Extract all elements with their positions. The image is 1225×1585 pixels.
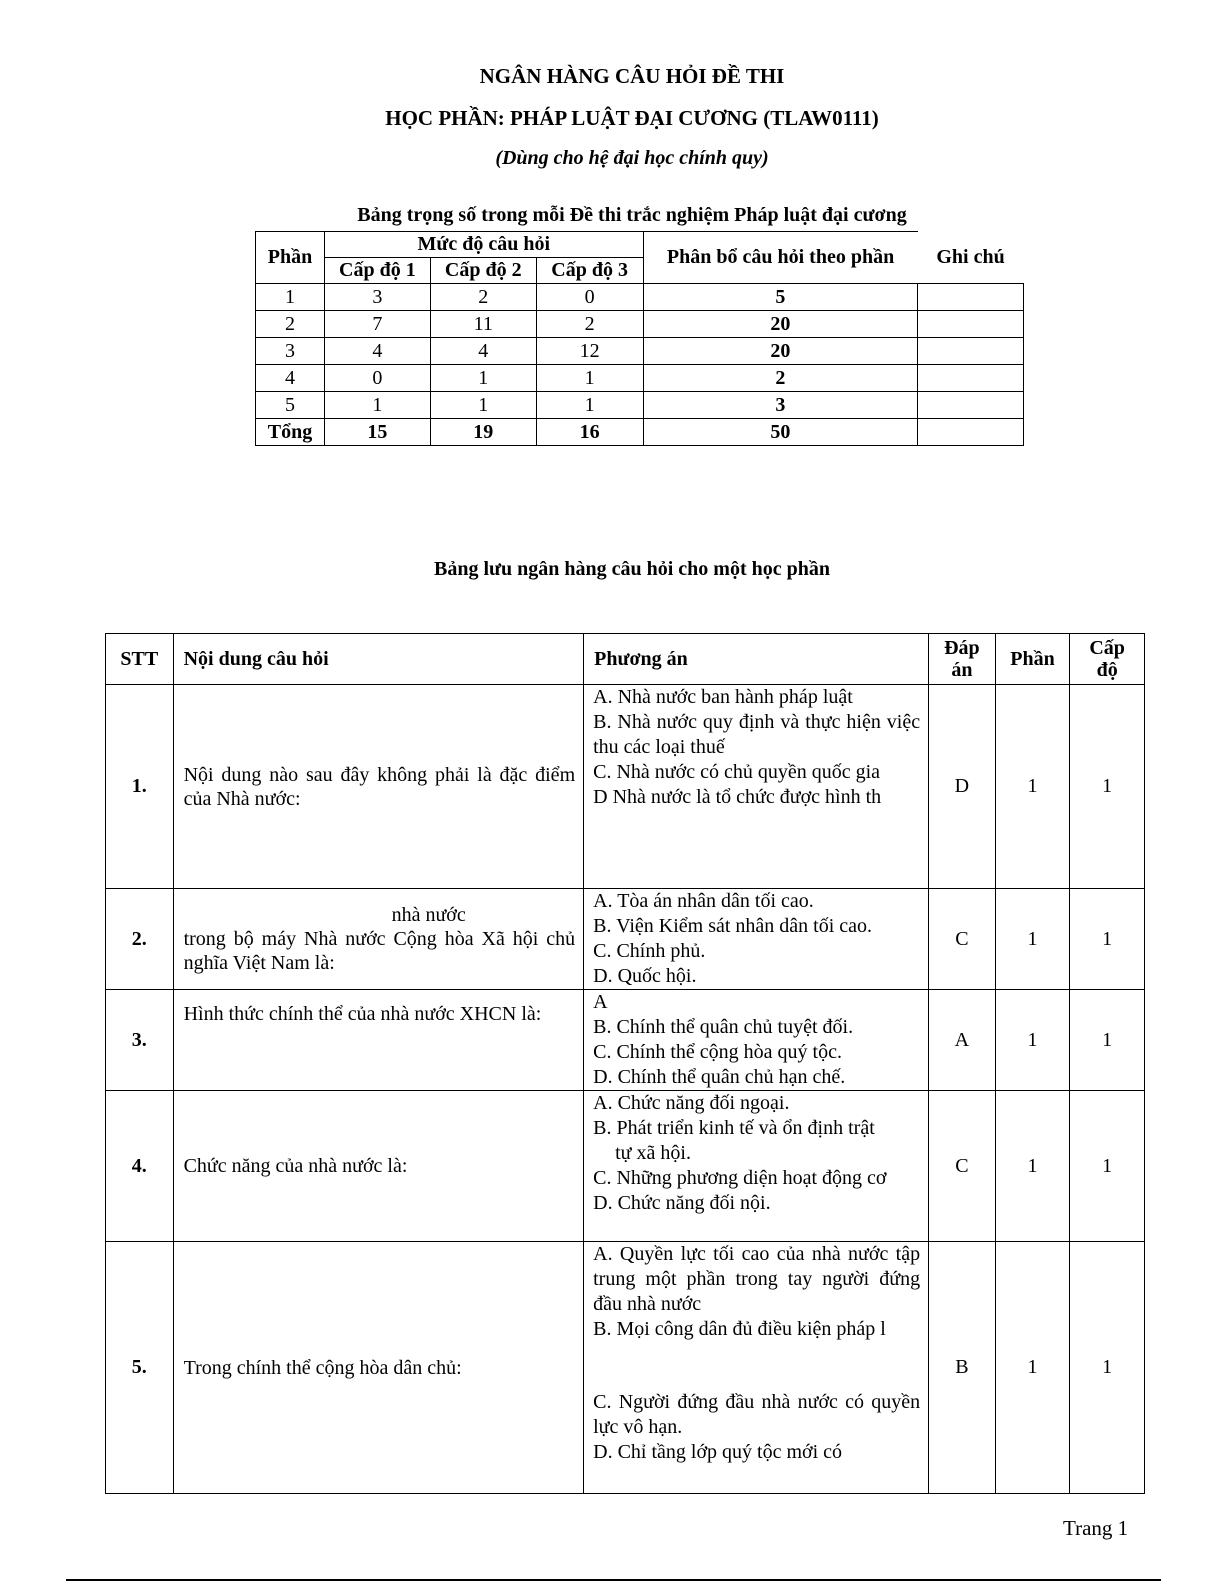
answer-cell: A: [929, 990, 996, 1091]
cell-note: [918, 338, 1024, 365]
header-part: Phần: [256, 232, 325, 284]
question-options: [584, 889, 929, 990]
cell-note: [918, 365, 1024, 392]
question-number: 1.: [106, 685, 174, 889]
cell-total: 5: [643, 284, 918, 311]
option-d: D. Chính thể quân chủ hạn chế.: [593, 1066, 846, 1088]
program-note: (Dùng cho hệ đại học chính quy): [495, 147, 769, 169]
header-level-line1: Cấp: [1089, 637, 1125, 659]
cell-note: [918, 419, 1024, 446]
part-cell: 1: [995, 889, 1070, 990]
cell-total-label: Tổng: [256, 419, 325, 446]
question-text-line2: trong bộ máy Nhà nước Cộng hòa Xã hội chủ nghĩa Việt Nam là:: [183, 928, 576, 974]
option-b: B. Mọi công dân đủ điều kiện pháp l: [593, 1318, 886, 1340]
part-cell: 1: [995, 1242, 1070, 1494]
header-answer-line2: án: [951, 659, 973, 681]
option-c: C. Chính phủ.: [593, 940, 706, 962]
weight-total-row: [256, 419, 1024, 446]
question-number: 2.: [106, 889, 174, 990]
option-c: C. Nhà nước có chủ quyền quốc gia: [593, 761, 881, 783]
option-a: A. Quyền lực tối cao của nhà nước tập trung một phần trong tay người đứng đầu nhà nước: [593, 1243, 921, 1315]
cell-note: [918, 311, 1024, 338]
question-options: [584, 1242, 929, 1494]
cell-part: 2: [256, 311, 325, 338]
question-text: Trong chính thể cộng hòa dân chủ:: [173, 1242, 584, 1494]
option-b-continued: tự xã hội.: [615, 1142, 691, 1164]
part-cell: 1: [995, 990, 1070, 1091]
cell-total: 20: [643, 311, 918, 338]
answer-cell: C: [929, 889, 996, 990]
question-number: 5.: [106, 1242, 174, 1494]
cell-level1: 3: [324, 284, 430, 311]
cell-level2: 1: [430, 392, 536, 419]
option-d: D. Chỉ tầng lớp quý tộc mới có: [593, 1441, 843, 1463]
cell-grand-total: 50: [643, 419, 918, 446]
answer-cell: C: [929, 1091, 996, 1242]
question-options: [584, 990, 929, 1091]
course-title: HỌC PHẦN: PHÁP LUẬT ĐẠI CƯƠNG (TLAW0111): [385, 106, 879, 130]
cell-total: 3: [643, 392, 918, 419]
header-answer: [929, 634, 996, 685]
level-cell: 1: [1070, 1091, 1145, 1242]
cell-level3: 1: [536, 392, 643, 419]
cell-level2: 1: [430, 365, 536, 392]
question-text-line1: nhà nước: [391, 904, 466, 926]
question-row: [106, 1091, 1145, 1242]
cell-level1: 1: [324, 392, 430, 419]
question-text: [173, 889, 584, 990]
option-d: D. Quốc hội.: [593, 965, 697, 987]
weight-row: [256, 284, 1024, 311]
header-level2: Cấp độ 2: [430, 258, 536, 284]
weight-row: [256, 365, 1024, 392]
question-options: [584, 685, 929, 889]
cell-note: [918, 392, 1024, 419]
option-b: B. Nhà nước quy định và thực hiện việc thu các loại thuế: [593, 711, 921, 758]
option-a: A. Nhà nước ban hành pháp luật: [593, 686, 853, 708]
question-text: Nội dung nào sau đây không phải là đặc điểm của Nhà nước:: [173, 685, 584, 889]
cell-level1: 7: [324, 311, 430, 338]
cell-part: 3: [256, 338, 325, 365]
option-a: A: [593, 991, 608, 1013]
cell-level3: 0: [536, 284, 643, 311]
spacer: [593, 1342, 920, 1390]
cell-level1: 0: [324, 365, 430, 392]
option-b: B. Phát triển kinh tế và ổn định trật: [593, 1117, 875, 1139]
cell-part: 5: [256, 392, 325, 419]
question-text: Chức năng của nhà nước là:: [173, 1091, 584, 1242]
question-row: [106, 1242, 1145, 1494]
answer-cell: D: [929, 685, 996, 889]
header-distribution: Phân bổ câu hỏi theo phần: [643, 232, 918, 284]
header-answer-line1: Đáp: [944, 637, 980, 659]
cell-total-level1: 15: [324, 419, 430, 446]
cell-total-level3: 16: [536, 419, 643, 446]
cell-level3: 12: [536, 338, 643, 365]
option-d: D Nhà nước là tổ chức được hình th: [593, 786, 882, 808]
cell-total: 2: [643, 365, 918, 392]
weight-row: [256, 392, 1024, 419]
cell-level2: 2: [430, 284, 536, 311]
header-options: Phương án: [584, 634, 929, 685]
footer-divider: [66, 1579, 1161, 1581]
option-c: C. Những phương diện hoạt động cơ: [593, 1167, 887, 1189]
question-row: [106, 990, 1145, 1091]
level-cell: 1: [1070, 990, 1145, 1091]
question-number: 3.: [106, 990, 174, 1091]
option-b: B. Viện Kiểm sát nhân dân tối cao.: [593, 915, 873, 937]
question-bank-table: [105, 633, 1145, 1494]
document-title: NGÂN HÀNG CÂU HỎI ĐỀ THI: [479, 64, 785, 88]
question-row: [106, 889, 1145, 990]
cell-level1: 4: [324, 338, 430, 365]
header-level-line2: độ: [1096, 659, 1118, 681]
level-cell: 1: [1070, 1242, 1145, 1494]
option-a: A. Chức năng đối ngoại.: [593, 1092, 790, 1114]
weight-row: [256, 311, 1024, 338]
option-c: C. Người đứng đầu nhà nước có quyền lực vô hạn.: [593, 1391, 921, 1438]
answer-cell: B: [929, 1242, 996, 1494]
cell-part: 4: [256, 365, 325, 392]
option-c: C. Chính thể cộng hòa quý tộc.: [593, 1041, 842, 1063]
level-cell: 1: [1070, 685, 1145, 889]
cell-total-level2: 19: [430, 419, 536, 446]
header-level1: Cấp độ 1: [324, 258, 430, 284]
header-note: Ghi chú: [918, 232, 1024, 284]
cell-level2: 4: [430, 338, 536, 365]
header-stt: STT: [106, 634, 174, 685]
cell-total: 20: [643, 338, 918, 365]
part-cell: 1: [995, 685, 1070, 889]
option-b: B. Chính thể quân chủ tuyệt đối.: [593, 1016, 854, 1038]
weight-row: [256, 338, 1024, 365]
option-a: A. Tòa án nhân dân tối cao.: [593, 890, 814, 912]
cell-note: [918, 284, 1024, 311]
option-d: D. Chức năng đối nội.: [593, 1192, 771, 1214]
cell-level3: 2: [536, 311, 643, 338]
question-options: [584, 1091, 929, 1242]
header-content: Nội dung câu hỏi: [173, 634, 584, 685]
weight-table: [255, 231, 1024, 446]
header-part: Phần: [995, 634, 1070, 685]
bank-table-caption: Bảng lưu ngân hàng câu hỏi cho một học phần: [433, 558, 830, 580]
weight-table-caption: Bảng trọng số trong mỗi Đề thi trắc nghiệm Pháp luật đại cương: [357, 204, 907, 226]
cell-level3: 1: [536, 365, 643, 392]
question-text: Hình thức chính thể của nhà nước XHCN là:: [173, 990, 584, 1091]
header-level3: Cấp độ 3: [536, 258, 643, 284]
cell-level2: 11: [430, 311, 536, 338]
question-row: [106, 685, 1145, 889]
level-cell: 1: [1070, 889, 1145, 990]
cell-part: 1: [256, 284, 325, 311]
header-level-group: Mức độ câu hỏi: [324, 232, 643, 258]
part-cell: 1: [995, 1091, 1070, 1242]
page-number: Trang 1: [1063, 1516, 1129, 1540]
question-number: 4.: [106, 1091, 174, 1242]
header-level: [1070, 634, 1145, 685]
